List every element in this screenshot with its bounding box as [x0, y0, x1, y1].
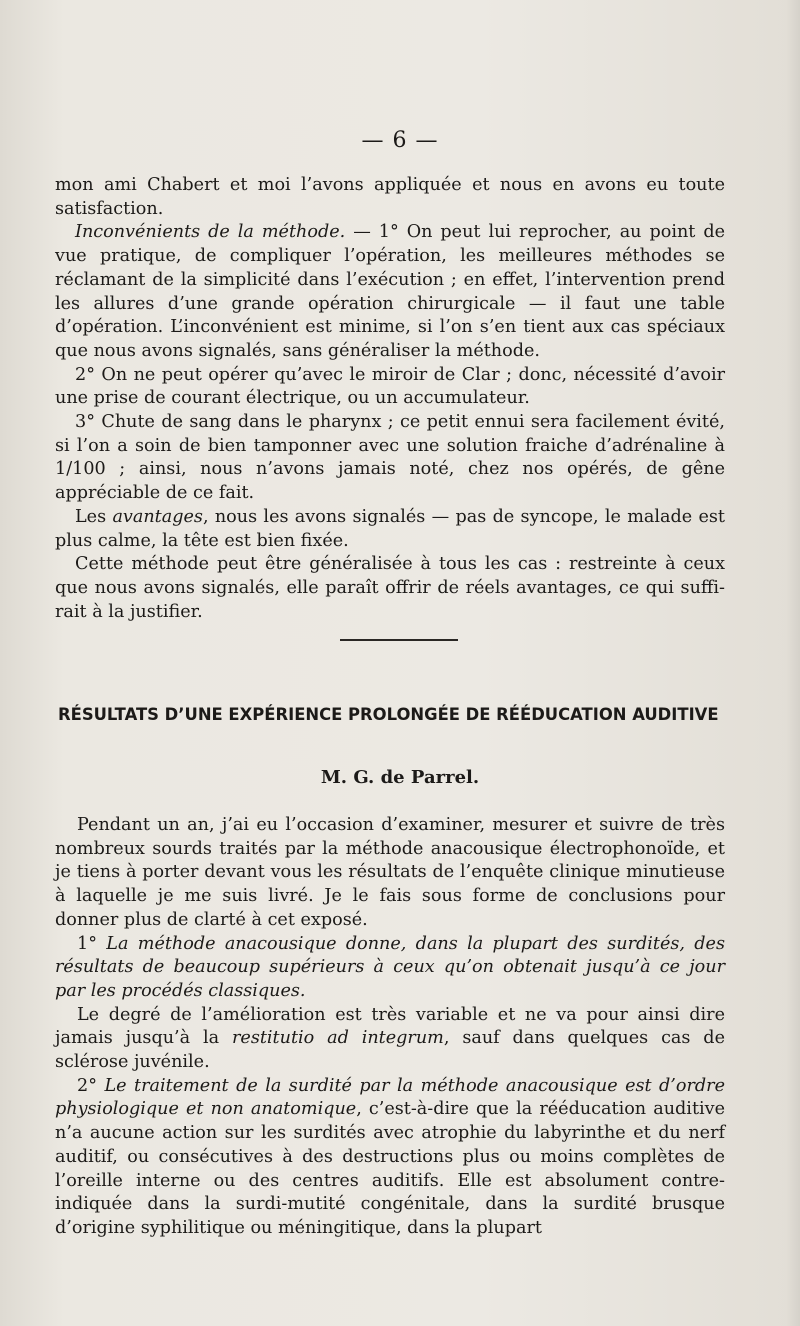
- conclusion-number: 1°: [77, 933, 107, 954]
- paragraph-inconvenients: [55, 221, 725, 363]
- paragraph: [55, 1004, 725, 1075]
- author-name: M. G. de Parrel.: [320, 767, 480, 788]
- italic-conclusion: La méthode anacousique donne, dans la plupart des surdités, des résultats de beaucoup supérieurs à ceux qu’on obtenait jusqu’à ce jour par les procédés classiques.: [55, 933, 725, 1001]
- paragraph: mon ami Chabert et moi l’avons appliquée et nous en avons eu toute satisfaction.: [55, 175, 725, 219]
- paragraph: 3° Chute de sang dans le pharynx ; ce petit ennui sera facilement évité, si l’on a soin de bien tamponner avec une solution fraiche d’adrénaline à 1/100 ; ainsi, nous n’avons jamais noté, chez nos opérés, de gêne appréciable de ce fait.: [55, 412, 725, 504]
- paragraph-text: Les: [75, 506, 113, 527]
- paragraph: 2° On ne peut opérer qu’avec le miroir de Clar ; donc, nécessité d’avoir une prise de courant électrique, ou un accumulateur.: [55, 364, 725, 409]
- paragraph: Pendant un an, j’ai eu l’occasion d’examiner, mesurer et suivre de très nombreux sourds traités par la méthode anacousique électrophonoïde, et je tiens à porter devant vous les résultats de l’enquête clinique minutieuse à laquelle je me suis livré. Je le fais sous forme de conclusions pour donner plus de clarté à cet exposé.: [55, 815, 725, 930]
- italic-term: restitutio ad integrum: [232, 1028, 444, 1049]
- paragraph-text: Le degré de l’amélioration est très variable et ne va pour ainsi dire jamais jusqu’à la: [55, 1004, 725, 1049]
- text-block-previous-article: [55, 174, 725, 624]
- page-fold-shadow: [786, 0, 800, 1326]
- paragraph-avantages: [55, 506, 725, 553]
- italic-conclusion: Le traitement de la surdité par la méthode anacousique est d’ordre physiologique et non anatomique: [55, 1075, 725, 1120]
- paragraph-text: — 1° On peut lui reprocher, au point de vue pratique, de compliquer l’opération, les meilleures méthodes se réclamant de la simplicité dans l’exécution ; en effet, l’intervention prend les allures d’une grande opération chirurgicale — il faut une table d’opération. L’inconvénient est minime, si l’on s’en tient aux cas spéciaux que nous avons signalés, sans généraliser la méthode.: [55, 222, 725, 361]
- text-block-article: [55, 814, 725, 1241]
- italic-term: avantages: [112, 506, 203, 527]
- page-number: — 6 —: [361, 128, 439, 153]
- paragraph-conclusion-2: [55, 1075, 725, 1241]
- section-title: RÉSULTATS D’UNE EXPÉRIENCE PROLONGÉE DE RÉÉDUCATION AUDITIVE: [58, 705, 719, 724]
- paragraph-conclusion-1: [55, 933, 725, 1004]
- section-divider: [340, 639, 458, 641]
- paragraph-text: , c’est-à-dire que la rééducation auditive n’a aucune action sur les surdités avec atrophie du labyrinthe et du nerf auditif, ou consécutives à des destructions plus ou moins complètes de l’oreille interne ou des centres auditifs. Elle est absolument contre-indiquée dans la surdi-mutité congénitale, dans la surdité brusque d’origine syphilitique ou méningitique, dans la plupart: [55, 1099, 725, 1238]
- paragraph-text: , nous les avons signalés — pas de syncope, le malade est plus calme, la tête est bien fixée.: [55, 506, 725, 551]
- paragraph: Cette méthode peut être généralisée à tous les cas : restreinte à ceux que nous avons signalés, elle paraît offrir de réels avantages, ce qui suffirait à la justifier.: [55, 554, 725, 622]
- paragraph-text: , sauf dans quelques cas de sclérose juvénile.: [55, 1028, 725, 1073]
- paragraph-heading: Inconvénients de la méthode.: [75, 222, 346, 243]
- conclusion-number: 2°: [77, 1075, 105, 1096]
